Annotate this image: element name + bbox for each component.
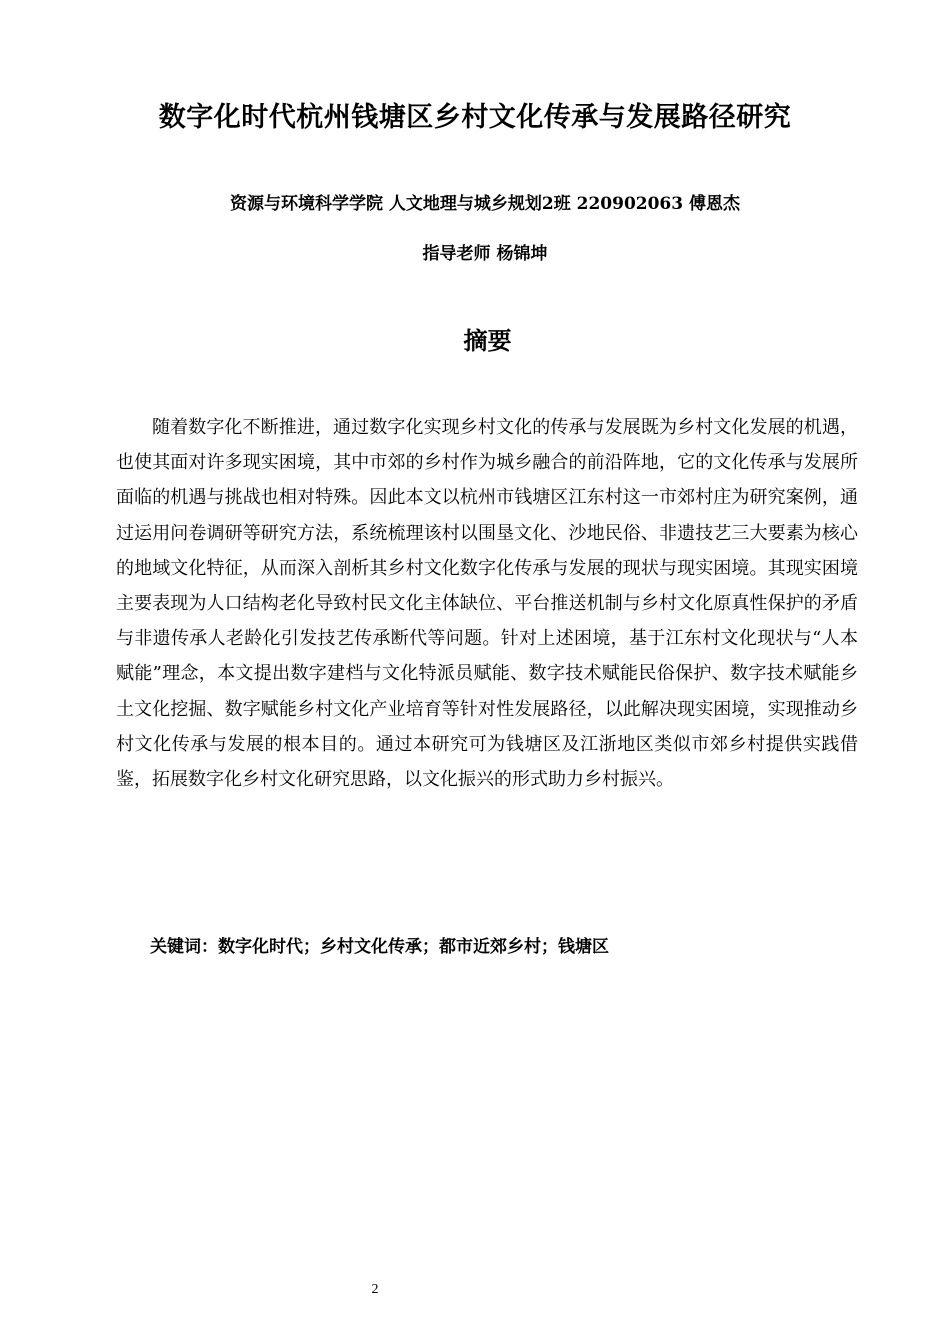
- abstract-body: 随着数字化不断推进，通过数字化实现乡村文化的传承与发展既为乡村文化发展的机遇，也使其面对许多现实困境，其中市郊的乡村作为城乡融合的前沿阵地，它的文化传承与发展所面临的机遇与挑战也相对特殊。因此本文以杭州市钱塘区江东村这一市郊村庄为研究案例，通过运用问卷调研等研究方法，系统梳理该村以围垦文化、沙地民俗、非遗技艺三大要素为核心的地域文化特征，从而深入剖析其乡村文化数字化传承与发展的现状与现实困境。其现实困境主要表现为人口结构老化导致村民文化主体缺位、平台推送机制与乡村文化原真性保护的矛盾与非遗传承人老龄化引发技艺传承断代等问题。针对上述困境，基于江东村文化现状与“人本赋能”理念，本文提出数字建档与文化特派员赋能、数字技术赋能民俗保护、数字技术赋能乡土文化挖掘、数字赋能乡村文化产业培育等针对性发展路径，以此解决现实困境，实现推动乡村文化传承与发展的根本目的。通过本研究可为钱塘区及江浙地区类似市郊乡村提供实践借鉴，拓展数字化乡村文化研究思路，以文化振兴的形式助力乡村振兴。: [116, 417, 858, 791]
- author-line: 资源与环境科学学院 人文地理与城乡规划2班 220902063 傅恩杰: [229, 194, 741, 214]
- abstract-heading: 摘要: [463, 327, 512, 355]
- page-number: 2: [371, 1282, 379, 1297]
- keywords-line: 关键词：数字化时代；乡村文化传承；都市近郊乡村；钱塘区: [150, 937, 609, 957]
- paper-title: 数字化时代杭州钱塘区乡村文化传承与发展路径研究: [158, 102, 792, 133]
- advisor-line: 指导老师 杨锦坤: [422, 244, 548, 264]
